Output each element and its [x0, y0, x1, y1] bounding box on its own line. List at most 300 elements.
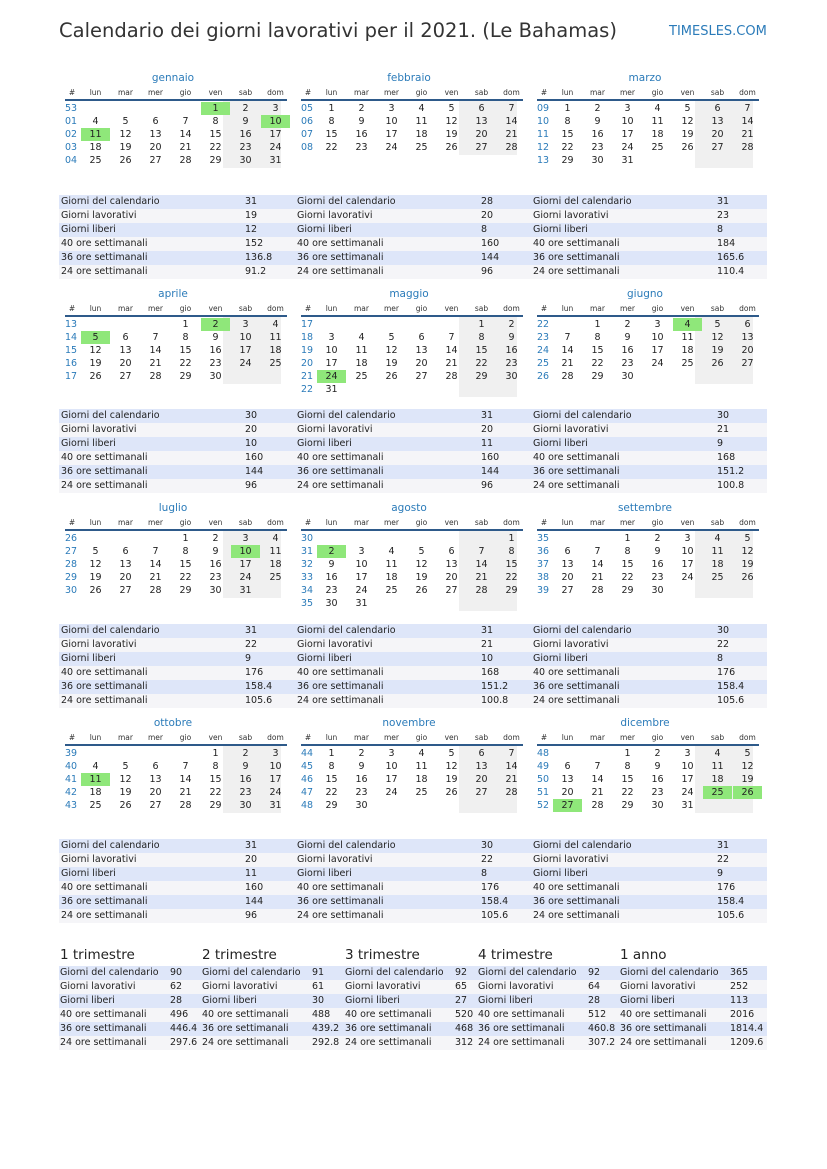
day-cell[interactable]: 31 — [681, 800, 694, 811]
day-cell[interactable]: 30 — [209, 371, 222, 382]
day-cell[interactable]: 9 — [594, 116, 601, 127]
day-cell[interactable]: 3 — [388, 748, 395, 759]
day-cell[interactable]: 29 — [209, 800, 222, 811]
day-cell[interactable]: 14 — [505, 761, 518, 772]
site-link[interactable]: TIMESLES.COM — [669, 24, 767, 39]
day-cell[interactable]: 30 — [505, 371, 518, 382]
day-cell[interactable]: 9 — [212, 332, 219, 343]
day-cell[interactable]: 28 — [179, 155, 192, 166]
day-cell[interactable]: 10 — [355, 559, 368, 570]
day-cell[interactable]: 7 — [182, 116, 189, 127]
day-cell[interactable]: 25 — [415, 142, 428, 153]
day-cell[interactable]: 16 — [505, 345, 518, 356]
day-cell[interactable]: 16 — [209, 559, 222, 570]
day-cell[interactable]: 18 — [711, 774, 724, 785]
day-cell[interactable]: 12 — [445, 116, 458, 127]
day-cell[interactable]: 22 — [621, 787, 634, 798]
day-cell[interactable]: 18 — [89, 787, 102, 798]
day-cell[interactable]: 6 — [478, 103, 485, 114]
day-cell[interactable]: 28 — [561, 371, 574, 382]
day-cell[interactable]: 9 — [242, 116, 249, 127]
day-cell[interactable]: 17 — [355, 572, 368, 583]
day-cell[interactable]: 25 — [355, 371, 368, 382]
day-cell[interactable]: 11 — [269, 332, 282, 343]
day-cell[interactable]: 7 — [508, 748, 515, 759]
day-cell[interactable]: 17 — [651, 345, 664, 356]
day-cell[interactable]: 26 — [733, 786, 762, 799]
day-cell[interactable]: 5 — [122, 761, 129, 772]
day-cell[interactable]: 1 — [212, 748, 219, 759]
day-cell[interactable]: 22 — [591, 358, 604, 369]
day-cell[interactable]: 19 — [119, 142, 132, 153]
day-cell[interactable]: 30 — [209, 585, 222, 596]
day-cell[interactable]: 4 — [714, 533, 721, 544]
day-cell[interactable]: 25 — [269, 358, 282, 369]
day-cell[interactable]: 22 — [179, 572, 192, 583]
day-cell[interactable]: 12 — [385, 345, 398, 356]
day-cell[interactable]: 20 — [561, 787, 574, 798]
day-cell[interactable]: 7 — [744, 103, 751, 114]
day-cell[interactable]: 15 — [621, 559, 634, 570]
day-cell[interactable]: 11 — [681, 332, 694, 343]
day-cell[interactable]: 26 — [445, 787, 458, 798]
day-cell[interactable]: 21 — [591, 787, 604, 798]
day-cell[interactable]: 18 — [269, 559, 282, 570]
day-cell[interactable]: 22 — [505, 572, 518, 583]
day-cell[interactable]: 25 — [711, 572, 724, 583]
day-cell[interactable]: 11 — [81, 128, 110, 141]
day-cell[interactable]: 7 — [478, 546, 485, 557]
day-cell[interactable]: 14 — [591, 774, 604, 785]
day-cell[interactable]: 23 — [651, 572, 664, 583]
day-cell[interactable]: 7 — [594, 761, 601, 772]
day-cell[interactable]: 17 — [239, 559, 252, 570]
day-cell[interactable]: 23 — [355, 787, 368, 798]
day-cell[interactable]: 8 — [328, 116, 335, 127]
day-cell[interactable]: 2 — [242, 748, 249, 759]
day-cell[interactable]: 13 — [149, 774, 162, 785]
day-cell[interactable]: 4 — [418, 103, 425, 114]
day-cell[interactable]: 12 — [711, 332, 724, 343]
day-cell[interactable]: 24 — [385, 142, 398, 153]
day-cell[interactable]: 30 — [621, 371, 634, 382]
day-cell[interactable]: 21 — [475, 572, 488, 583]
day-cell[interactable]: 6 — [448, 546, 455, 557]
day-cell[interactable]: 11 — [711, 546, 724, 557]
day-cell[interactable]: 22 — [561, 142, 574, 153]
day-cell[interactable]: 29 — [621, 585, 634, 596]
day-cell[interactable]: 24 — [269, 142, 282, 153]
day-cell[interactable]: 25 — [415, 787, 428, 798]
day-cell[interactable]: 10 — [385, 761, 398, 772]
day-cell[interactable]: 24 — [621, 142, 634, 153]
day-cell[interactable]: 23 — [209, 572, 222, 583]
day-cell[interactable]: 24 — [651, 358, 664, 369]
day-cell[interactable]: 25 — [269, 572, 282, 583]
day-cell[interactable]: 13 — [149, 129, 162, 140]
day-cell[interactable]: 2 — [654, 533, 661, 544]
day-cell[interactable]: 16 — [651, 559, 664, 570]
day-cell[interactable]: 24 — [239, 358, 252, 369]
day-cell[interactable]: 25 — [681, 358, 694, 369]
day-cell[interactable]: 3 — [684, 533, 691, 544]
day-cell[interactable]: 18 — [269, 345, 282, 356]
day-cell[interactable]: 12 — [741, 761, 754, 772]
day-cell[interactable]: 10 — [385, 116, 398, 127]
day-cell[interactable]: 18 — [651, 129, 664, 140]
day-cell[interactable]: 23 — [209, 358, 222, 369]
day-cell[interactable]: 21 — [741, 129, 754, 140]
day-cell[interactable]: 7 — [564, 332, 571, 343]
day-cell[interactable]: 14 — [149, 345, 162, 356]
day-cell[interactable]: 19 — [415, 572, 428, 583]
day-cell[interactable]: 16 — [591, 129, 604, 140]
day-cell[interactable]: 28 — [475, 585, 488, 596]
day-cell[interactable]: 20 — [741, 345, 754, 356]
day-cell[interactable]: 28 — [505, 142, 518, 153]
day-cell[interactable]: 2 — [508, 319, 515, 330]
day-cell[interactable]: 11 — [651, 116, 664, 127]
day-cell[interactable]: 24 — [681, 572, 694, 583]
day-cell[interactable]: 9 — [242, 761, 249, 772]
day-cell[interactable]: 31 — [269, 800, 282, 811]
day-cell[interactable]: 29 — [621, 800, 634, 811]
day-cell[interactable]: 1 — [182, 319, 189, 330]
day-cell[interactable]: 14 — [179, 774, 192, 785]
day-cell[interactable]: 31 — [621, 155, 634, 166]
day-cell[interactable]: 6 — [744, 319, 751, 330]
day-cell[interactable]: 19 — [445, 774, 458, 785]
day-cell[interactable]: 9 — [508, 332, 515, 343]
day-cell[interactable]: 16 — [355, 774, 368, 785]
day-cell[interactable]: 18 — [355, 358, 368, 369]
day-cell[interactable]: 2 — [358, 748, 365, 759]
day-cell[interactable]: 24 — [681, 787, 694, 798]
day-cell[interactable]: 1 — [182, 533, 189, 544]
day-cell[interactable]: 27 — [475, 142, 488, 153]
day-cell[interactable]: 9 — [654, 761, 661, 772]
day-cell[interactable]: 8 — [478, 332, 485, 343]
day-cell[interactable]: 12 — [119, 774, 132, 785]
day-cell[interactable]: 28 — [591, 585, 604, 596]
day-cell[interactable]: 14 — [445, 345, 458, 356]
day-cell[interactable]: 23 — [355, 142, 368, 153]
day-cell[interactable]: 18 — [385, 572, 398, 583]
day-cell[interactable]: 12 — [89, 345, 102, 356]
day-cell[interactable]: 20 — [119, 358, 132, 369]
day-cell[interactable]: 20 — [475, 774, 488, 785]
day-cell[interactable]: 20 — [711, 129, 724, 140]
day-cell[interactable]: 20 — [415, 358, 428, 369]
day-cell[interactable]: 18 — [415, 129, 428, 140]
day-cell[interactable]: 10 — [621, 116, 634, 127]
day-cell[interactable]: 21 — [591, 572, 604, 583]
day-cell[interactable]: 30 — [651, 585, 664, 596]
day-cell[interactable]: 7 — [594, 546, 601, 557]
day-cell[interactable]: 23 — [239, 142, 252, 153]
day-cell[interactable]: 3 — [242, 533, 249, 544]
day-cell[interactable]: 2 — [654, 748, 661, 759]
day-cell[interactable]: 17 — [681, 774, 694, 785]
day-cell[interactable]: 11 — [711, 761, 724, 772]
day-cell[interactable]: 3 — [358, 546, 365, 557]
day-cell[interactable]: 19 — [119, 787, 132, 798]
day-cell[interactable]: 21 — [149, 572, 162, 583]
day-cell[interactable]: 27 — [149, 800, 162, 811]
day-cell[interactable]: 13 — [445, 559, 458, 570]
day-cell[interactable]: 7 — [182, 761, 189, 772]
day-cell[interactable]: 9 — [212, 546, 219, 557]
day-cell[interactable]: 14 — [475, 559, 488, 570]
day-cell[interactable]: 11 — [355, 345, 368, 356]
day-cell[interactable]: 1 — [624, 748, 631, 759]
day-cell[interactable]: 17 — [681, 559, 694, 570]
day-cell[interactable]: 8 — [212, 116, 219, 127]
day-cell[interactable]: 12 — [415, 559, 428, 570]
day-cell[interactable]: 20 — [149, 142, 162, 153]
day-cell[interactable]: 13 — [119, 345, 132, 356]
day-cell[interactable]: 25 — [703, 786, 732, 799]
day-cell[interactable]: 3 — [272, 103, 279, 114]
day-cell[interactable]: 15 — [505, 559, 518, 570]
day-cell[interactable]: 10 — [681, 546, 694, 557]
day-cell[interactable]: 10 — [231, 545, 260, 558]
day-cell[interactable]: 29 — [475, 371, 488, 382]
day-cell[interactable]: 9 — [358, 761, 365, 772]
day-cell[interactable]: 15 — [621, 774, 634, 785]
day-cell[interactable]: 3 — [654, 319, 661, 330]
day-cell[interactable]: 14 — [149, 559, 162, 570]
day-cell[interactable]: 30 — [239, 800, 252, 811]
day-cell[interactable]: 19 — [89, 572, 102, 583]
day-cell[interactable]: 1 — [508, 533, 515, 544]
day-cell[interactable]: 15 — [475, 345, 488, 356]
day-cell[interactable]: 24 — [355, 585, 368, 596]
day-cell[interactable]: 24 — [317, 370, 346, 383]
day-cell[interactable]: 7 — [152, 332, 159, 343]
day-cell[interactable]: 28 — [741, 142, 754, 153]
day-cell[interactable]: 5 — [448, 103, 455, 114]
day-cell[interactable]: 29 — [561, 155, 574, 166]
day-cell[interactable]: 23 — [325, 585, 338, 596]
day-cell[interactable]: 8 — [212, 761, 219, 772]
day-cell[interactable]: 15 — [325, 774, 338, 785]
day-cell[interactable]: 6 — [152, 116, 159, 127]
day-cell[interactable]: 14 — [179, 129, 192, 140]
day-cell[interactable]: 16 — [239, 129, 252, 140]
day-cell[interactable]: 18 — [89, 142, 102, 153]
day-cell[interactable]: 25 — [89, 155, 102, 166]
day-cell[interactable]: 4 — [92, 116, 99, 127]
day-cell[interactable]: 22 — [325, 787, 338, 798]
day-cell[interactable]: 9 — [654, 546, 661, 557]
day-cell[interactable]: 10 — [681, 761, 694, 772]
day-cell[interactable]: 31 — [355, 598, 368, 609]
day-cell[interactable]: 18 — [711, 559, 724, 570]
day-cell[interactable]: 4 — [92, 761, 99, 772]
day-cell[interactable]: 8 — [182, 332, 189, 343]
day-cell[interactable]: 6 — [152, 761, 159, 772]
day-cell[interactable]: 23 — [239, 787, 252, 798]
day-cell[interactable]: 29 — [179, 585, 192, 596]
day-cell[interactable]: 23 — [591, 142, 604, 153]
day-cell[interactable]: 5 — [448, 748, 455, 759]
day-cell[interactable]: 13 — [475, 761, 488, 772]
day-cell[interactable]: 6 — [714, 103, 721, 114]
day-cell[interactable]: 15 — [179, 345, 192, 356]
day-cell[interactable]: 20 — [119, 572, 132, 583]
day-cell[interactable]: 27 — [475, 787, 488, 798]
day-cell[interactable]: 1 — [328, 748, 335, 759]
day-cell[interactable]: 30 — [591, 155, 604, 166]
day-cell[interactable]: 8 — [624, 546, 631, 557]
day-cell[interactable]: 5 — [714, 319, 721, 330]
day-cell[interactable]: 22 — [621, 572, 634, 583]
day-cell[interactable]: 15 — [209, 774, 222, 785]
day-cell[interactable]: 13 — [561, 774, 574, 785]
day-cell[interactable]: 21 — [179, 142, 192, 153]
day-cell[interactable]: 21 — [505, 774, 518, 785]
day-cell[interactable]: 9 — [624, 332, 631, 343]
day-cell[interactable]: 21 — [179, 787, 192, 798]
day-cell[interactable]: 9 — [358, 116, 365, 127]
day-cell[interactable]: 6 — [564, 546, 571, 557]
day-cell[interactable]: 10 — [239, 332, 252, 343]
day-cell[interactable]: 26 — [119, 155, 132, 166]
day-cell[interactable]: 19 — [681, 129, 694, 140]
day-cell[interactable]: 3 — [388, 103, 395, 114]
day-cell[interactable]: 5 — [684, 103, 691, 114]
day-cell[interactable]: 27 — [445, 585, 458, 596]
day-cell[interactable]: 18 — [681, 345, 694, 356]
day-cell[interactable]: 21 — [149, 358, 162, 369]
day-cell[interactable]: 19 — [445, 129, 458, 140]
day-cell[interactable]: 28 — [149, 371, 162, 382]
day-cell[interactable]: 12 — [119, 129, 132, 140]
day-cell[interactable]: 29 — [209, 155, 222, 166]
day-cell[interactable]: 19 — [741, 559, 754, 570]
day-cell[interactable]: 21 — [561, 358, 574, 369]
day-cell[interactable]: 16 — [651, 774, 664, 785]
day-cell[interactable]: 15 — [561, 129, 574, 140]
day-cell[interactable]: 3 — [328, 332, 335, 343]
day-cell[interactable]: 31 — [239, 585, 252, 596]
day-cell[interactable]: 7 — [448, 332, 455, 343]
day-cell[interactable]: 11 — [269, 546, 282, 557]
day-cell[interactable]: 7 — [508, 103, 515, 114]
day-cell[interactable]: 8 — [328, 761, 335, 772]
day-cell[interactable]: 22 — [209, 787, 222, 798]
day-cell[interactable]: 1 — [328, 103, 335, 114]
day-cell[interactable]: 5 — [418, 546, 425, 557]
day-cell[interactable]: 13 — [119, 559, 132, 570]
day-cell[interactable]: 26 — [119, 800, 132, 811]
day-cell[interactable]: 19 — [385, 358, 398, 369]
day-cell[interactable]: 2 — [358, 103, 365, 114]
day-cell[interactable]: 10 — [269, 761, 282, 772]
day-cell[interactable]: 13 — [561, 559, 574, 570]
day-cell[interactable]: 15 — [209, 129, 222, 140]
day-cell[interactable]: 27 — [553, 799, 582, 812]
day-cell[interactable]: 2 — [594, 103, 601, 114]
day-cell[interactable]: 31 — [325, 384, 338, 395]
day-cell[interactable]: 25 — [385, 585, 398, 596]
day-cell[interactable]: 27 — [741, 358, 754, 369]
day-cell[interactable]: 30 — [355, 800, 368, 811]
day-cell[interactable]: 22 — [179, 358, 192, 369]
day-cell[interactable]: 17 — [385, 774, 398, 785]
day-cell[interactable]: 17 — [239, 345, 252, 356]
day-cell[interactable]: 30 — [325, 598, 338, 609]
day-cell[interactable]: 13 — [415, 345, 428, 356]
day-cell[interactable]: 1 — [478, 319, 485, 330]
day-cell[interactable]: 6 — [478, 748, 485, 759]
day-cell[interactable]: 22 — [325, 142, 338, 153]
day-cell[interactable]: 27 — [415, 371, 428, 382]
day-cell[interactable]: 14 — [561, 345, 574, 356]
day-cell[interactable]: 6 — [122, 546, 129, 557]
day-cell[interactable]: 22 — [475, 358, 488, 369]
day-cell[interactable]: 11 — [385, 559, 398, 570]
day-cell[interactable]: 15 — [591, 345, 604, 356]
day-cell[interactable]: 26 — [445, 142, 458, 153]
day-cell[interactable]: 17 — [621, 129, 634, 140]
day-cell[interactable]: 17 — [269, 129, 282, 140]
day-cell[interactable]: 4 — [673, 318, 702, 331]
day-cell[interactable]: 18 — [415, 774, 428, 785]
day-cell[interactable]: 19 — [741, 774, 754, 785]
day-cell[interactable]: 11 — [415, 761, 428, 772]
day-cell[interactable]: 22 — [209, 142, 222, 153]
day-cell[interactable]: 1 — [201, 102, 230, 115]
day-cell[interactable]: 25 — [651, 142, 664, 153]
day-cell[interactable]: 1 — [564, 103, 571, 114]
day-cell[interactable]: 13 — [741, 332, 754, 343]
day-cell[interactable]: 20 — [475, 129, 488, 140]
day-cell[interactable]: 4 — [358, 332, 365, 343]
day-cell[interactable]: 13 — [711, 116, 724, 127]
day-cell[interactable]: 11 — [81, 773, 110, 786]
day-cell[interactable]: 9 — [328, 559, 335, 570]
day-cell[interactable]: 12 — [445, 761, 458, 772]
day-cell[interactable]: 27 — [119, 371, 132, 382]
day-cell[interactable]: 20 — [149, 787, 162, 798]
day-cell[interactable]: 30 — [239, 155, 252, 166]
day-cell[interactable]: 3 — [242, 319, 249, 330]
day-cell[interactable]: 14 — [591, 559, 604, 570]
day-cell[interactable]: 17 — [269, 774, 282, 785]
day-cell[interactable]: 27 — [561, 585, 574, 596]
day-cell[interactable]: 28 — [505, 787, 518, 798]
day-cell[interactable]: 26 — [89, 371, 102, 382]
day-cell[interactable]: 6 — [122, 332, 129, 343]
day-cell[interactable]: 3 — [272, 748, 279, 759]
day-cell[interactable]: 29 — [505, 585, 518, 596]
day-cell[interactable]: 23 — [651, 787, 664, 798]
day-cell[interactable]: 19 — [711, 345, 724, 356]
day-cell[interactable]: 12 — [741, 546, 754, 557]
day-cell[interactable]: 24 — [385, 787, 398, 798]
day-cell[interactable]: 20 — [445, 572, 458, 583]
day-cell[interactable]: 20 — [561, 572, 574, 583]
day-cell[interactable]: 30 — [651, 800, 664, 811]
day-cell[interactable]: 4 — [714, 748, 721, 759]
day-cell[interactable]: 23 — [621, 358, 634, 369]
day-cell[interactable]: 8 — [564, 116, 571, 127]
day-cell[interactable]: 21 — [505, 129, 518, 140]
day-cell[interactable]: 16 — [239, 774, 252, 785]
day-cell[interactable]: 26 — [89, 585, 102, 596]
